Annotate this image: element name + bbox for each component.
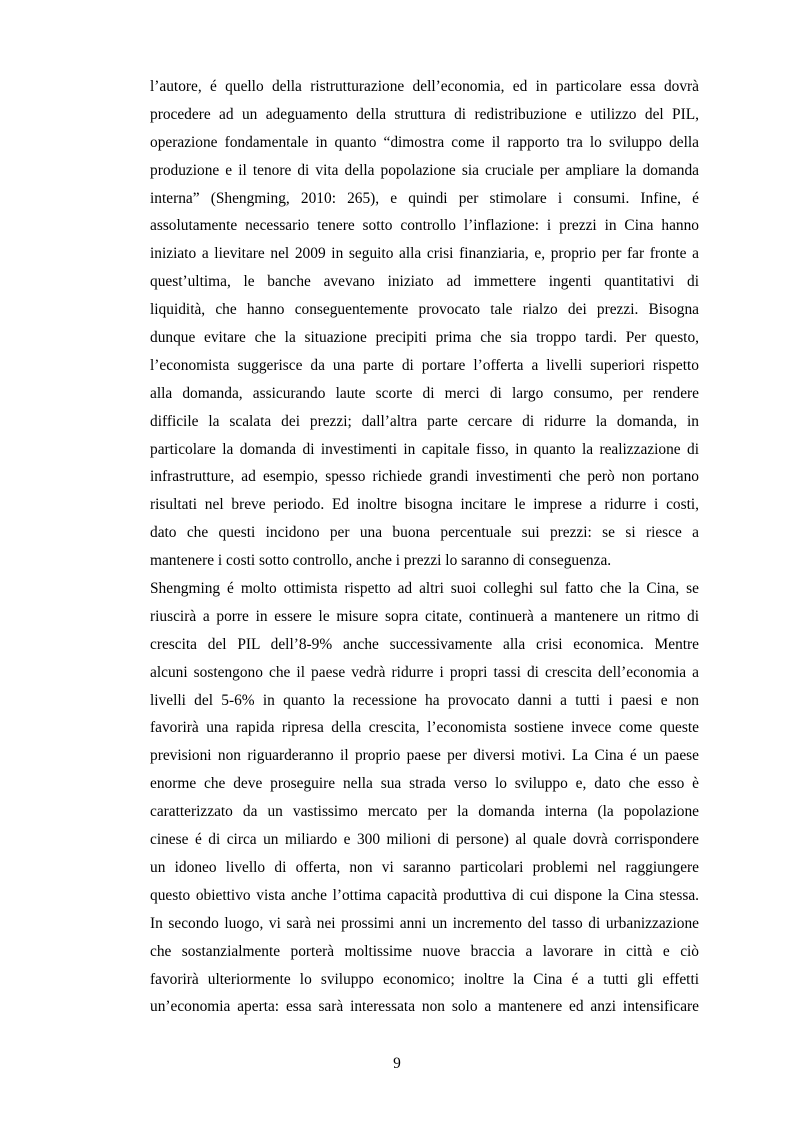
text-line: liquidità, che hanno conseguentemente provocato tale rialzo dei prezzi. Bisogna: [150, 301, 699, 319]
text-line: l’autore, é quello della ristrutturazione dell’economia, ed in particolare essa dovrà: [150, 78, 699, 95]
text-line: l’economista suggerisce da una parte di portare l’offerta a livelli superiori rispetto: [150, 356, 699, 374]
text-line: quest’ultima, le banche avevano iniziato ad immettere ingenti quantitativi di: [150, 273, 699, 291]
text-line: mantenere i costi sotto controllo, anche i prezzi lo saranno di conseguenza.: [150, 552, 612, 570]
text-line: cinese é di circa un miliardo e 300 milioni di persone) al quale dovrà corrispondere: [150, 831, 699, 849]
text-line: produzione e il tenore di vita della popolazione sia cruciale per ampliare la domanda: [150, 161, 699, 179]
text-line: difficile la scalata dei prezzi; dall’altra parte cercare di ridurre la domanda, in: [150, 412, 699, 430]
text-line: un’economia aperta: essa sarà interessata non solo a mantenere ed anzi intensificare: [150, 998, 699, 1016]
text-line: caratterizzato da un vastissimo mercato per la domanda interna (la popolazione: [150, 803, 699, 821]
text-line: iniziato a lievitare nel 2009 in seguito alla crisi finanziaria, e, proprio per far fronte a: [150, 245, 699, 263]
text-line: dunque evitare che la situazione precipiti prima che sia troppo tardi. Per questo,: [150, 329, 699, 347]
text-line: un idoneo livello di offerta, non vi saranno particolari problemi nel raggiungere: [150, 858, 699, 876]
text-line: previsioni non riguarderanno il proprio paese per diversi motivi. La Cina é un paese: [150, 747, 699, 765]
text-line: assolutamente necessario tenere sotto controllo l’inflazione: i prezzi in Cina hanno: [150, 217, 699, 235]
text-line: enorme che deve proseguire nella sua strada verso lo sviluppo e, dato che esso è: [150, 775, 699, 793]
text-line: operazione fondamentale in quanto “dimostra come il rapporto tra lo sviluppo della: [150, 133, 699, 151]
page-number: 9: [393, 1055, 401, 1072]
text-line: risultati nel breve periodo. Ed inoltre bisogna incitare le imprese a ridurre i costi,: [150, 496, 699, 514]
text-line: che sostanzialmente porterà moltissime nuove braccia a lavorare in città e ciò: [150, 942, 699, 960]
text-line: favorirà ulteriormente lo sviluppo economico; inoltre la Cina é a tutti gli effetti: [150, 970, 699, 988]
text-line: riuscirà a porre in essere le misure sopra citate, continuerà a mantenere un ritmo di: [150, 607, 699, 625]
text-line: In secondo luogo, vi sarà nei prossimi anni un incremento del tasso di urbanizzazione: [150, 914, 699, 932]
text-line: alla domanda, assicurando laute scorte di merci di largo consumo, per rendere: [150, 384, 699, 402]
text-line: interna” (Shengming, 2010: 265), e quindi per stimolare i consumi. Infine, é: [150, 189, 699, 207]
text-line: particolare la domanda di investimenti in capitale fisso, in quanto la realizzazione di: [150, 440, 699, 458]
text-line: Shengming é molto ottimista rispetto ad altri suoi colleghi sul fatto che la Cina, se: [150, 580, 699, 598]
text-line: crescita del PIL dell’8-9% anche successivamente alla crisi economica. Mentre: [150, 635, 699, 653]
text-line: alcuni sostengono che il paese vedrà ridurre i propri tassi di crescita dell’economia a: [150, 663, 699, 681]
text-line: dato che questi incidono per una buona percentuale sui prezzi: se si riesce a: [150, 524, 699, 542]
body-text: [150, 73, 699, 1021]
text-line: infrastrutture, ad esempio, spesso richiede grandi investimenti che però non portano: [150, 468, 699, 486]
text-line: livelli del 5-6% in quanto la recessione ha provocato danni a tutti i paesi e non: [150, 691, 699, 709]
text-line: questo obiettivo vista anche l’ottima capacità produttiva di cui dispone la Cina stessa.: [150, 886, 699, 904]
text-line: procedere ad un adeguamento della struttura di redistribuzione e utilizzo del PIL,: [150, 105, 699, 123]
text-line: favorirà una rapida ripresa della crescita, l’economista sostiene invece come queste: [150, 719, 699, 737]
